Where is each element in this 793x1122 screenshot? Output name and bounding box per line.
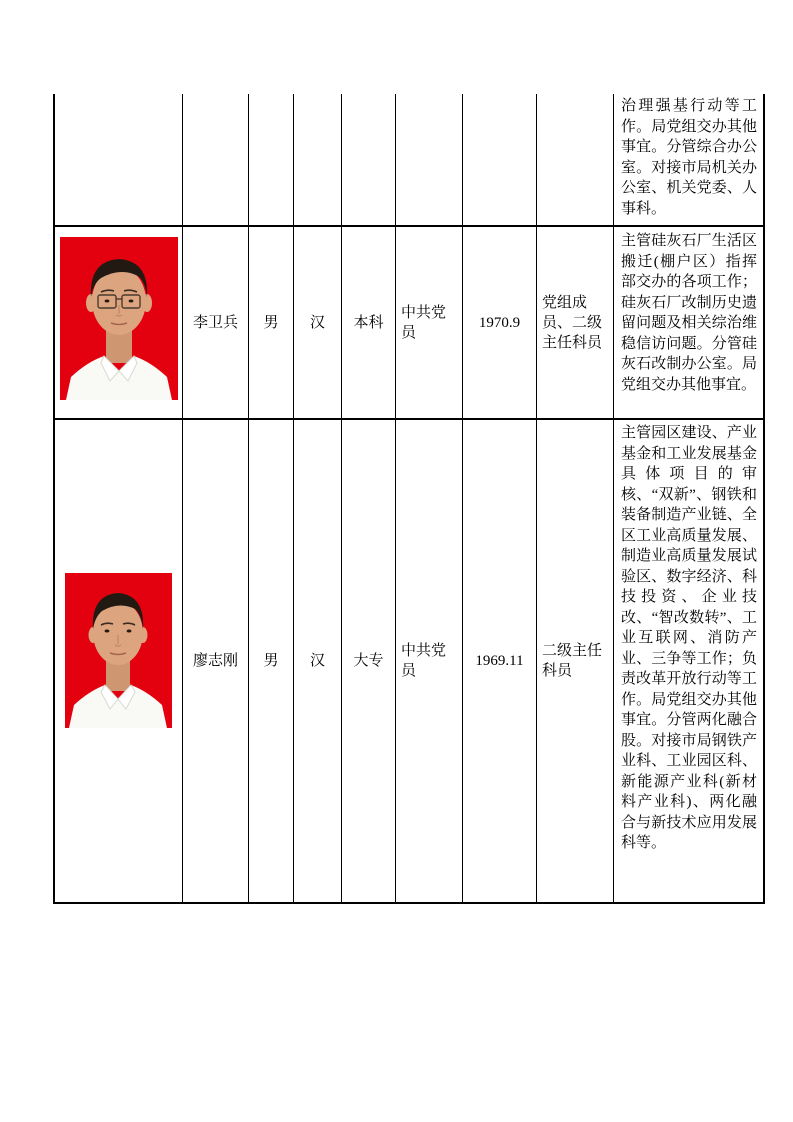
- position-value: 二级主任科员: [542, 643, 603, 679]
- position-cell: [537, 227, 614, 418]
- gender-value: 男: [263, 653, 279, 669]
- education-cell: [342, 420, 396, 902]
- duties-cell: 主管园区建设、产业基金和工业发展基金具体项目的审核、“双新”、钢铁和装备制造产业链、全区工业高质量发展、制造业高质量发展试验区、数字经济、科技投资、企业技改、“智改数转”、工业互联网、消防产业、三争等工作；负责改革开放行动等工作。局党组交办其他事宜。分管两化融合股。对接市局钢铁产业科、工业园区科、新能源产业科(新材料产业科)、两化融合与新技术应用发展科等。: [621, 425, 757, 851]
- education-value: 大专: [353, 653, 384, 669]
- education-cell: [342, 227, 396, 418]
- duties-cell: 治理强基行动等工作。局党组交办其他事宜。分管综合办公室。对接市局机关办公室、机关党委、人事科。: [621, 98, 757, 217]
- education-cell-empty: [342, 94, 396, 225]
- education-value: 本科: [353, 314, 384, 331]
- personnel-table: [53, 94, 765, 904]
- gender-value: 男: [263, 314, 279, 331]
- party-cell: [396, 227, 463, 418]
- birthdate-value: 1969.11: [475, 653, 524, 669]
- table-row-liao-zhigang: [55, 418, 763, 902]
- party-value: 中共党员: [401, 304, 447, 341]
- name-cell-empty: [183, 94, 249, 225]
- position-cell: [537, 420, 614, 902]
- ethnicity-cell: [294, 227, 342, 418]
- ethnicity-value: 汉: [309, 653, 325, 669]
- duties-cell: 主管硅灰石厂生活区搬迁(棚户区）指挥部交办的各项工作；硅灰石厂改制历史遗留问题及相关综治维稳信访问题。分管硅灰石改制办公室。局党组交办其他事宜。: [621, 233, 757, 393]
- ethnicity-cell-empty: [294, 94, 342, 225]
- gender-cell: [249, 420, 294, 902]
- photo-cell-empty: [55, 94, 183, 225]
- birthdate-cell: [463, 227, 537, 418]
- person-name: 廖志刚: [192, 653, 238, 669]
- birthdate-cell-empty: [463, 94, 537, 225]
- party-value: 中共党员: [401, 643, 447, 679]
- name-cell: [183, 420, 249, 902]
- id-photo: [65, 573, 172, 728]
- table-row-continued: [55, 94, 763, 225]
- party-cell-empty: [396, 94, 463, 225]
- id-photo: [60, 237, 178, 400]
- photo-cell: [55, 420, 183, 902]
- name-cell: [183, 227, 249, 418]
- ethnicity-value: 汉: [309, 314, 325, 331]
- birthdate-value: 1970.9: [478, 314, 521, 331]
- ethnicity-cell: [294, 420, 342, 902]
- position-cell-empty: [537, 94, 614, 225]
- photo-cell: [55, 227, 183, 418]
- gender-cell: [249, 227, 294, 418]
- party-cell: [396, 420, 463, 902]
- gender-cell-empty: [249, 94, 294, 225]
- birthdate-cell: [463, 420, 537, 902]
- position-value: 党组成员、二级主任科员: [542, 294, 603, 351]
- person-name: 李卫兵: [192, 314, 238, 331]
- table-row-li-weibing: [55, 225, 763, 418]
